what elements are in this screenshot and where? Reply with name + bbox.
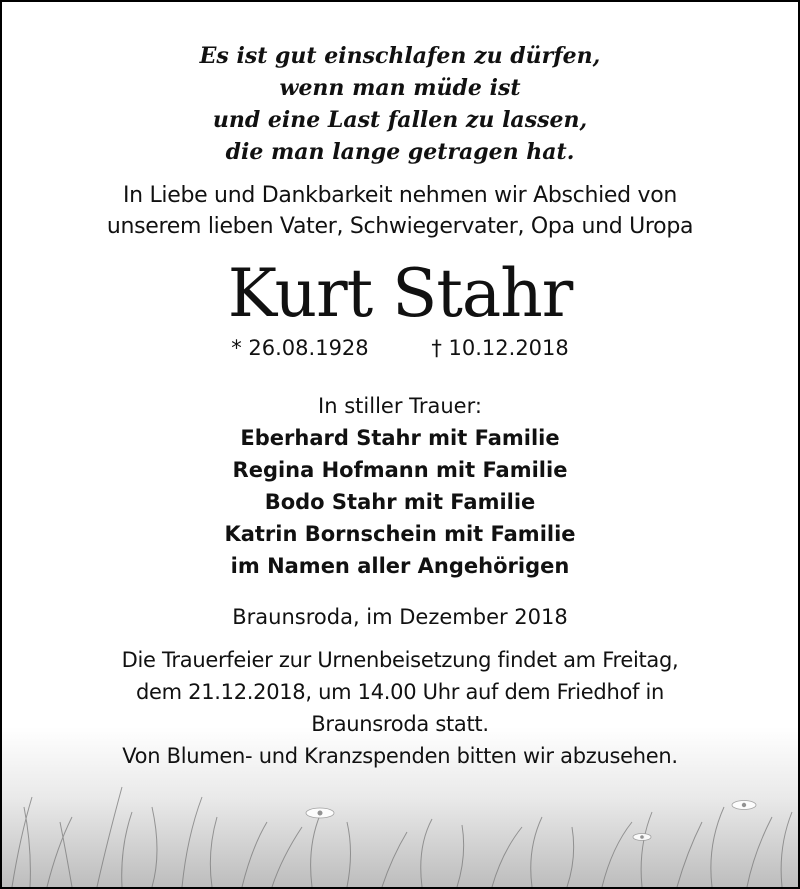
mourners-block [2,390,798,582]
intro-line: unserem lieben Vater, Schwiegervater, Opa und Uropa [106,214,694,239]
poem [2,2,798,168]
poem-line: und eine Last fallen zu lassen, [212,107,588,133]
intro-line: In Liebe und Dankbarkeit nehmen wir Abschied von [122,183,678,208]
place-and-date: Braunsroda, im Dezember 2018 [232,605,568,629]
mourner: Eberhard Stahr mit Familie [240,426,560,450]
mourner: Regina Hofmann mit Familie [232,458,568,482]
service-line: Die Trauerfeier zur Urnenbeisetzung findet am Freitag, [121,648,679,672]
service-line: Von Blumen- und Kranzspenden bitten wir abzusehen. [122,744,678,768]
birth-date: * 26.08.1928 [231,336,369,360]
mourner: Bodo Stahr mit Familie [264,490,536,514]
funeral-service-info [2,644,798,772]
notice-content [2,2,798,772]
service-line: dem 21.12.2018, um 14.00 Uhr auf dem Friedhof in [135,680,665,704]
service-line: Braunsroda statt. [311,712,489,736]
mourners-list [2,422,798,582]
death-date: † 10.12.2018 [431,336,569,360]
poem-line: die man lange getragen hat. [225,139,575,165]
mourner: im Namen aller Angehörigen [230,554,570,578]
mourner: Katrin Bornschein mit Familie [224,522,576,546]
poem-line: wenn man müde ist [279,75,521,101]
farewell-intro [2,180,798,242]
poem-line: Es ist gut einschlafen zu dürfen, [199,43,601,69]
life-dates [2,334,798,362]
mourning-heading: In stiller Trauer: [318,394,482,418]
deceased-name: Kurt Stahr [227,255,573,332]
